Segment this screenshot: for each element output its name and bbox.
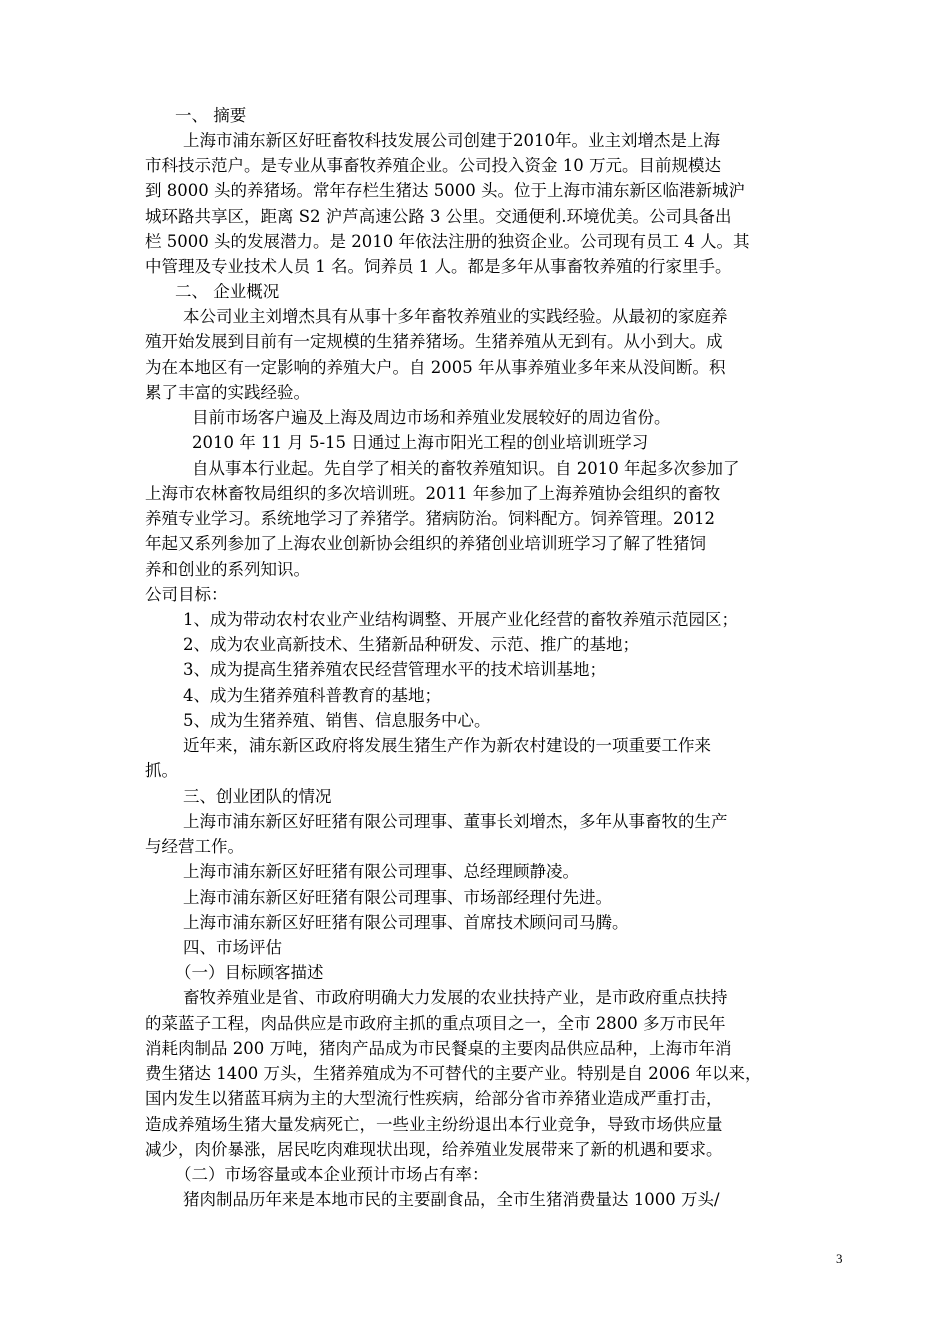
text-line: 1、成为带动农村农业产业结构调整、开展产业化经营的畜牧养殖示范园区； (183, 610, 738, 629)
text-line: 费生猪达 1400 万头，生猪养殖成为不可替代的主要产业。特别是自 2006 年以来， (145, 1064, 762, 1083)
text-line: 殖开始发展到目前有一定规模的生猪养猪场。生猪养殖从无到有。从小到大。成 (145, 332, 723, 351)
text-line: 一、 摘要 (175, 106, 247, 125)
text-line: 国内发生以猪蓝耳病为主的大型流行性疾病，给部分省市养猪业造成严重打击， (145, 1089, 723, 1108)
text-line: 5、成为生猪养殖、销售、信息服务中心。 (183, 711, 491, 730)
text-line: 市科技示范户。是专业从事畜牧养殖企业。公司投入资金 10 万元。目前规模达 (145, 156, 721, 175)
text-line: 四、市场评估 (183, 938, 282, 957)
text-line: 上海市浦东新区好旺猪有限公司理事、首席技术顾问司马腾。 (183, 913, 629, 932)
text-line: 中管理及专业技术人员 1 名。饲养员 1 人。都是多年从事畜牧养殖的行家里手。 (145, 257, 732, 276)
text-line: 消耗肉制品 200 万吨，猪肉产品成为市民餐桌的主要肉品供应品种，上海市年消 (145, 1039, 732, 1058)
text-line: 的菜蓝子工程，肉品供应是市政府主抓的重点项目之一，全市 2800 多万市民年 (145, 1014, 726, 1033)
text-line: 上海市浦东新区好旺畜牧科技发展公司创建于2010年。业主刘增杰是上海 (183, 131, 720, 150)
text-line: 猪肉制品历年来是本地市民的主要副食品，全市生猪消费量达 1000 万头/ (183, 1190, 720, 1209)
text-line: 近年来，浦东新区政府将发展生猪生产作为新农村建设的一项重要工作来 (183, 736, 711, 755)
text-line: 造成养殖场生猪大量发病死亡，一些业主纷纷退出本行业竞争，导致市场供应量 (145, 1115, 723, 1134)
text-line: 城环路共享区，距离 S2 沪芦高速公路 3 公里。交通便利.环境优美。公司具备出 (145, 207, 732, 226)
text-line: 自从事本行业起。先自学了相关的畜牧养殖知识。自 2010 年起多次参加了 (192, 459, 740, 478)
text-line: 上海市农林畜牧局组织的多次培训班。2011 年参加了上海养殖协会组织的畜牧 (145, 484, 721, 503)
text-line: 到 8000 头的养猪场。常年存栏生猪达 5000 头。位于上海市浦东新区临港新城沪 (145, 181, 745, 200)
text-line: （二）市场容量或本企业预计市场占有率： (175, 1165, 489, 1184)
text-line: 目前市场客户遍及上海及周边市场和养殖业发展较好的周边省份。 (192, 408, 671, 427)
text-line: 累了丰富的实践经验。 (145, 383, 310, 402)
text-line: 公司目标： (145, 585, 228, 604)
text-line: 3、成为提高生猪养殖农民经营管理水平的技术培训基地； (183, 660, 606, 679)
text-line: 2010 年 11 月 5-15 日通过上海市阳光工程的创业培训班学习 (192, 433, 649, 452)
text-line: 抓。 (145, 761, 178, 780)
text-line: 养和创业的系列知识。 (145, 560, 310, 579)
text-line: 三、创业团队的情况 (183, 787, 332, 806)
text-line: 减少，肉价暴涨，居民吃肉难现状出现，给养殖业发展带来了新的机遇和要求。 (145, 1140, 723, 1159)
text-line: 为在本地区有一定影响的养殖大户。自 2005 年从事养殖业多年来从没间断。积 (145, 358, 726, 377)
text-line: 栏 5000 头的发展潜力。是 2010 年依法注册的独资企业。公司现有员工 4 人。其 (145, 232, 750, 251)
text-line: 本公司业主刘增杰具有从事十多年畜牧养殖业的实践经验。从最初的家庭养 (183, 307, 728, 326)
text-line: 年起又系列参加了上海农业创新协会组织的养猪创业培训班学习了解了牲猪饲 (145, 534, 706, 553)
text-line: 上海市浦东新区好旺猪有限公司理事、市场部经理付先进。 (183, 888, 612, 907)
text-line: 畜牧养殖业是省、市政府明确大力发展的农业扶持产业，是市政府重点扶持 (183, 988, 728, 1007)
text-line: 2、成为农业高新技术、生猪新品种研发、示范、推广的基地； (183, 635, 639, 654)
text-line: 上海市浦东新区好旺猪有限公司理事、总经理顾静凌。 (183, 862, 579, 881)
text-line: （一）目标顾客描述 (175, 963, 324, 982)
page-number: 3 (836, 1251, 843, 1266)
text-line: 上海市浦东新区好旺猪有限公司理事、董事长刘增杰，多年从事畜牧的生产 (183, 812, 728, 831)
text-line: 养殖专业学习。系统地学习了养猪学。猪病防治。饲料配方。饲养管理。2012 (145, 509, 715, 528)
text-line: 与经营工作。 (145, 837, 244, 856)
text-line: 二、 企业概况 (175, 282, 280, 301)
text-line: 4、成为生猪养殖科普教育的基地； (183, 686, 441, 705)
